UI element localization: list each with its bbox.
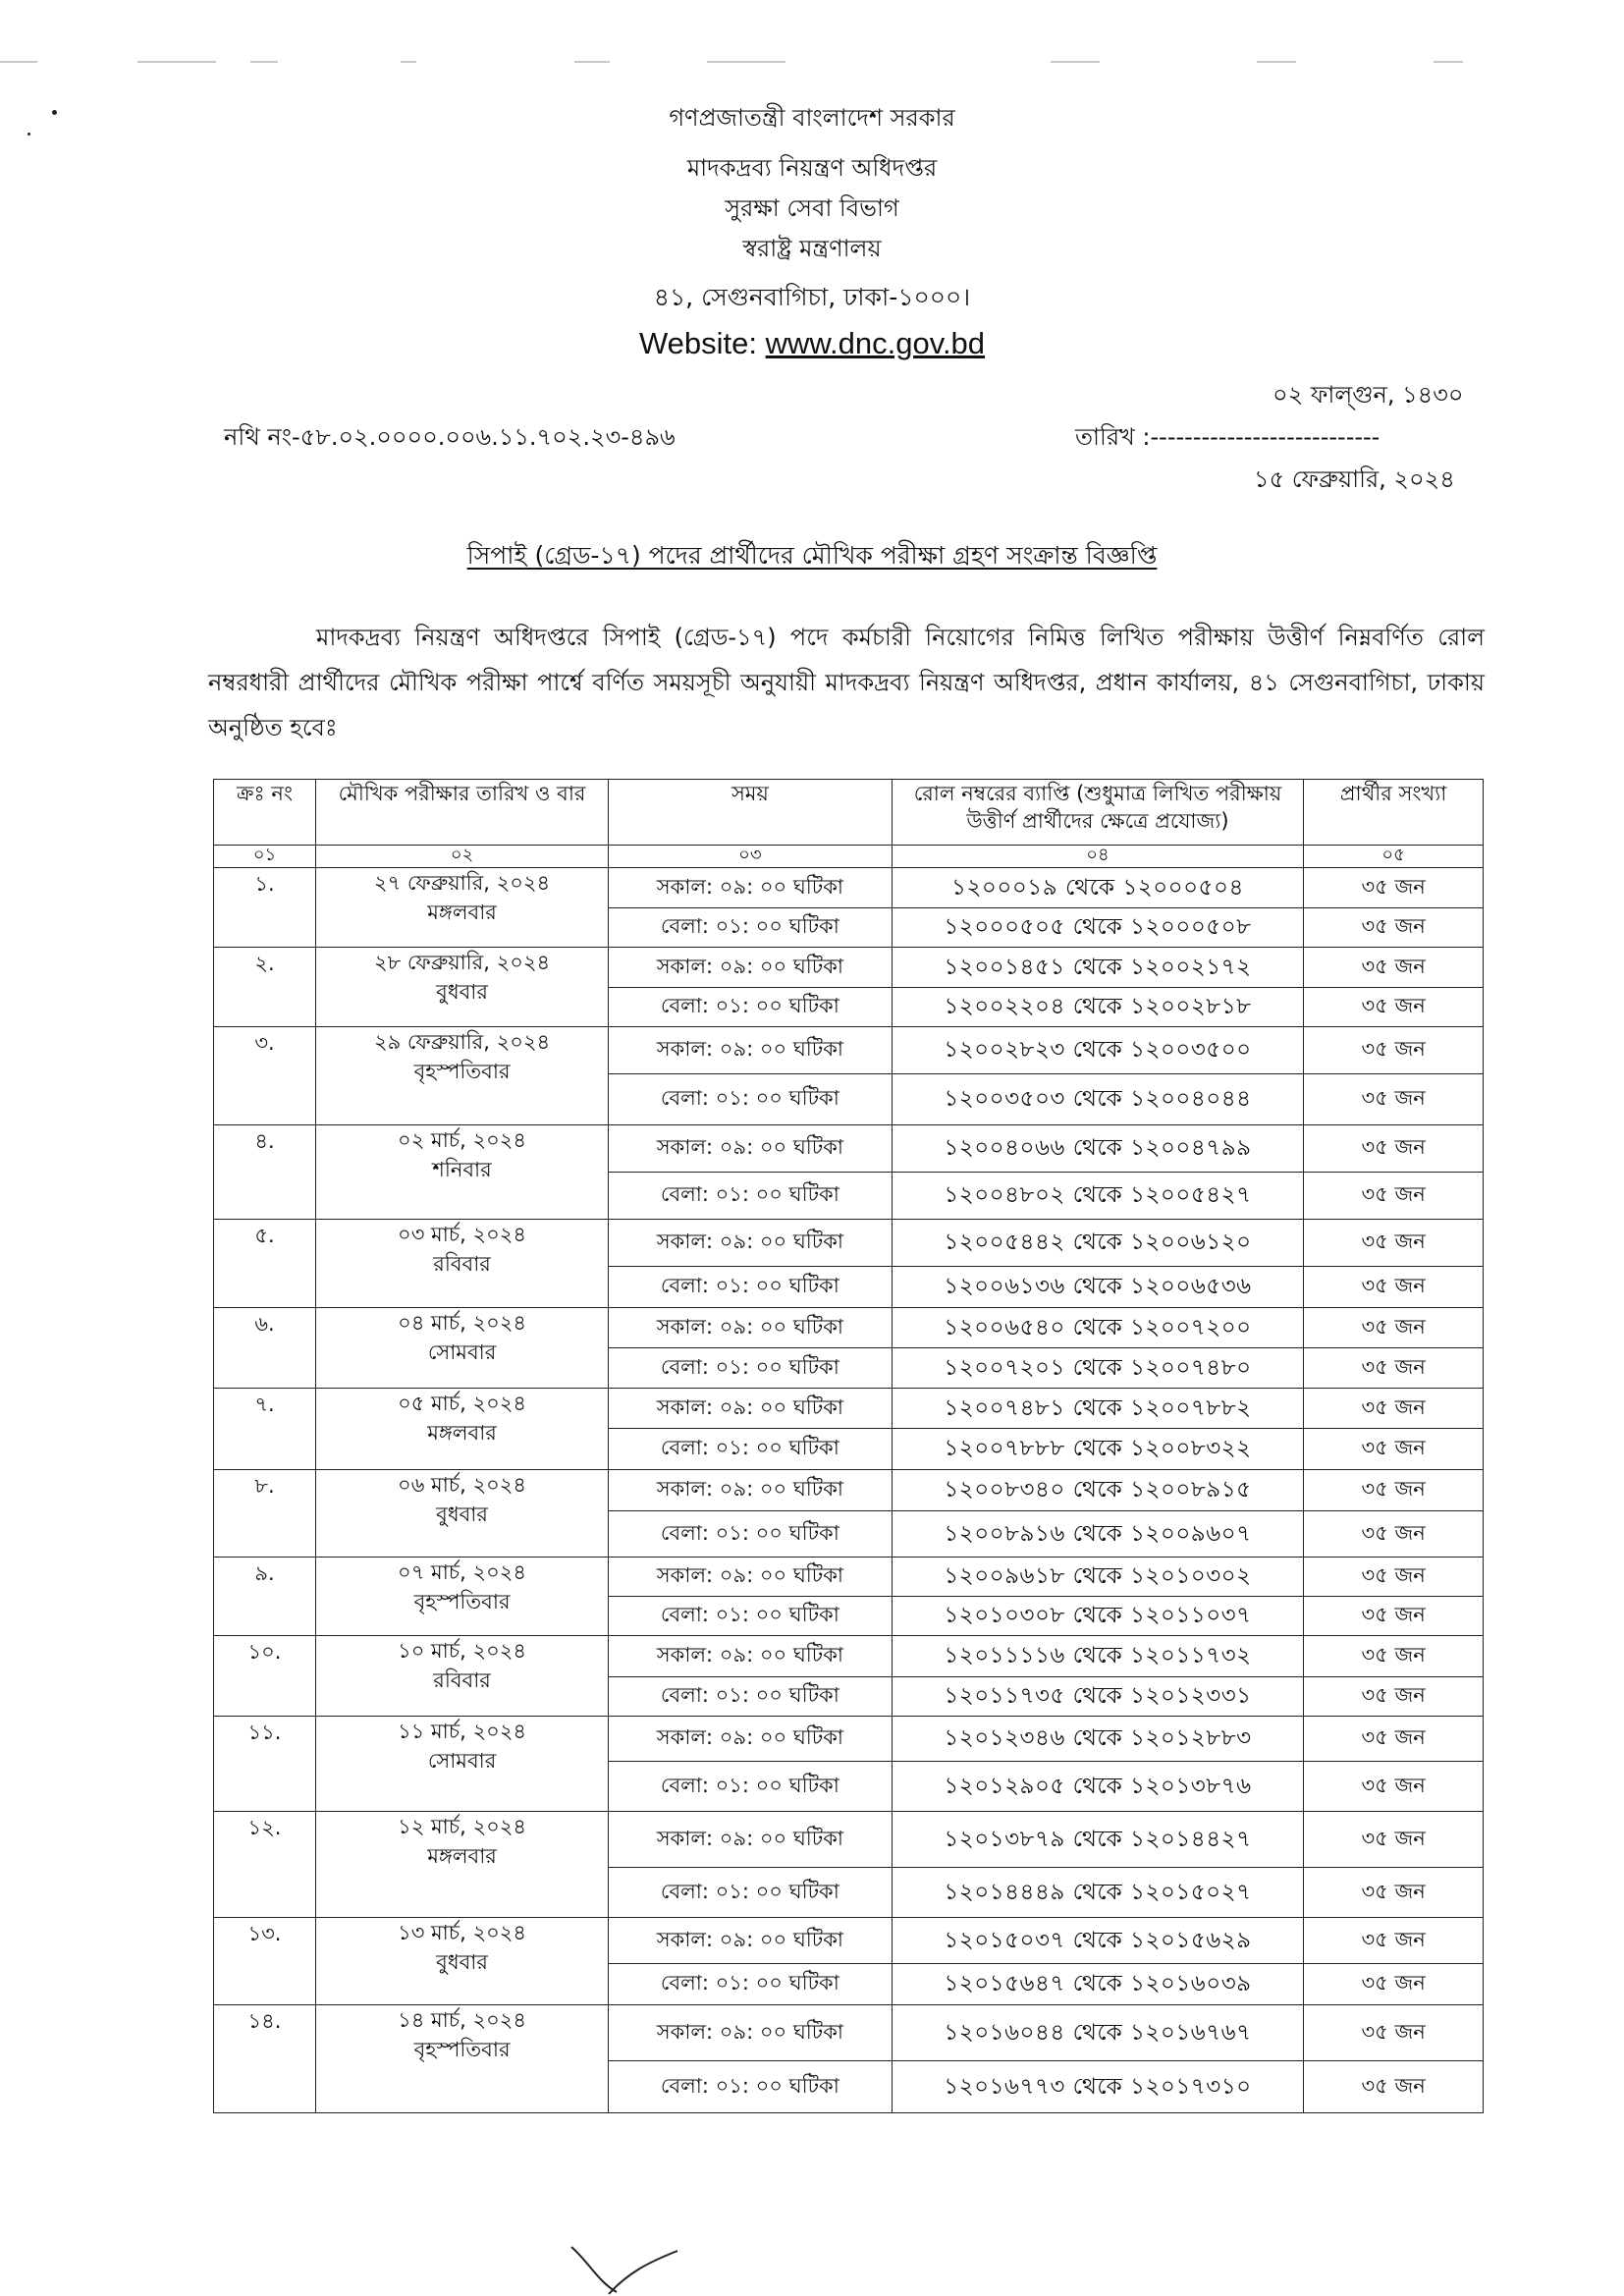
exam-date: ০২ মার্চ, ২০২৪ [398, 1128, 527, 1152]
date-gregorian: ১৫ ফেব্রুয়ারি, ২০২৪ [1254, 465, 1455, 493]
exam-time: সকাল: ০৯: ০০ ঘটিকা [609, 1389, 893, 1429]
notice-title-text: সিপাই (গ্রেড-১৭) পদের প্রার্থীদের মৌখিক পরীক্ষা গ্রহণ সংক্রান্ত বিজ্ঞপ্তি [466, 541, 1158, 570]
exam-day: বৃহস্পতিবার [413, 1060, 511, 1083]
exam-time: সকাল: ০৯: ০০ ঘটিকা [609, 1027, 893, 1074]
candidate-count: ৩৫ জন [1304, 1964, 1484, 2005]
table-row [214, 1558, 1484, 1597]
roll-range: ১২০১৬৭৭৩ থেকে ১২০১৭৩১০ [892, 2061, 1304, 2113]
table-row [214, 1220, 1484, 1267]
table-row [214, 2005, 1484, 2061]
exam-time: বেলা: ০১: ০০ ঘটিকা [609, 1511, 893, 1558]
exam-time: সকাল: ০৯: ০০ ঘটিকা [609, 1558, 893, 1597]
exam-day: বুধবার [436, 980, 488, 1004]
table-row [214, 1308, 1484, 1348]
exam-day: বুধবার [436, 1503, 488, 1526]
exam-date: ১৪ মার্চ, ২০২৪ [398, 2008, 527, 2032]
table-row [214, 1636, 1484, 1677]
scan-artifact [401, 61, 416, 63]
header-count: প্রার্থীর সংখ্যা [1304, 780, 1484, 846]
roll-range: ১২০১১১১৬ থেকে ১২০১১৭৩২ [892, 1636, 1304, 1677]
ministry-name: স্বরাষ্ট্র মন্ত্রণালয় [742, 235, 882, 262]
serial-number: ১০. [214, 1636, 316, 1717]
table-row [214, 1918, 1484, 1964]
exam-date-cell [316, 1220, 609, 1308]
file-number: নথি নং-৫৮.০২.০০০০.০০৬.১১.৭০২.২৩-৪৯৬ [224, 423, 676, 451]
exam-time: সকাল: ০৯: ০০ ঘটিকা [609, 948, 893, 988]
exam-date-cell [316, 1558, 609, 1636]
candidate-count: ৩৫ জন [1304, 1918, 1484, 1964]
roll-range: ১২০০৪৮০২ থেকে ১২০০৫৪২৭ [892, 1173, 1304, 1220]
serial-number: ১. [214, 868, 316, 948]
roll-range: ১২০০১৪৫১ থেকে ১২০০২১৭২ [892, 948, 1304, 988]
column-number: ০৩ [609, 846, 893, 868]
exam-date: ১২ মার্চ, ২০২৪ [398, 1815, 527, 1838]
candidate-count: ৩৫ জন [1304, 1868, 1484, 1918]
government-name: গণপ্রজাতন্ত্রী বাংলাদেশ সরকার [669, 104, 955, 132]
roll-range: ১২০১২৩৪৬ থেকে ১২০১২৮৮৩ [892, 1717, 1304, 1762]
serial-number: ৬. [214, 1308, 316, 1389]
candidate-count: ৩৫ জন [1304, 1267, 1484, 1308]
table-header-row [214, 780, 1484, 846]
serial-number: ৪. [214, 1125, 316, 1220]
exam-date-cell [316, 1470, 609, 1558]
roll-range: ১২০০২২০৪ থেকে ১২০০২৮১৮ [892, 988, 1304, 1027]
serial-number: ২. [214, 948, 316, 1027]
scan-dot [27, 133, 30, 136]
exam-date: ১৩ মার্চ, ২০২৪ [398, 1921, 527, 1944]
serial-number: ৭. [214, 1389, 316, 1470]
exam-day: মঙ্গলবার [427, 1844, 497, 1868]
exam-date-cell [316, 948, 609, 1027]
exam-day: রবিবার [433, 1668, 491, 1692]
serial-number: ৫. [214, 1220, 316, 1308]
exam-date: ০৫ মার্চ, ২০২৪ [398, 1392, 527, 1415]
exam-day: শনিবার [432, 1158, 492, 1181]
roll-range: ১২০০৯৬১৮ থেকে ১২০১০৩০২ [892, 1558, 1304, 1597]
exam-day: বৃহস্পতিবার [413, 2038, 511, 2061]
serial-number: ১২. [214, 1812, 316, 1918]
serial-number: ১৩. [214, 1918, 316, 2005]
candidate-count: ৩৫ জন [1304, 1429, 1484, 1470]
table-row [214, 1470, 1484, 1511]
exam-time: সকাল: ০৯: ০০ ঘটিকা [609, 1470, 893, 1511]
exam-time: সকাল: ০৯: ০০ ঘটিকা [609, 1717, 893, 1762]
candidate-count: ৩৫ জন [1304, 1389, 1484, 1429]
candidate-count: ৩৫ জন [1304, 1348, 1484, 1389]
roll-range: ১২০০৭৮৮৮ থেকে ১২০০৮৩২২ [892, 1429, 1304, 1470]
exam-time: বেলা: ০১: ০০ ঘটিকা [609, 1597, 893, 1636]
exam-date: ১০ মার্চ, ২০২৪ [398, 1639, 527, 1663]
exam-date-cell [316, 1918, 609, 2005]
candidate-count: ৩৫ জন [1304, 1812, 1484, 1868]
exam-time: সকাল: ০৯: ০০ ঘটিকা [609, 1220, 893, 1267]
column-number-row [214, 846, 1484, 868]
exam-date-cell [316, 868, 609, 948]
signature-mark [569, 2243, 687, 2296]
exam-day: মঙ্গলবার [427, 901, 497, 924]
roll-range: ১২০০০৫০৫ থেকে ১২০০০৫০৮ [892, 908, 1304, 948]
exam-time: বেলা: ০১: ০০ ঘটিকা [609, 1677, 893, 1717]
exam-day: বৃহস্পতিবার [413, 1590, 511, 1613]
column-number: ০৪ [892, 846, 1304, 868]
candidate-count: ৩৫ জন [1304, 2061, 1484, 2113]
candidate-count: ৩৫ জন [1304, 1717, 1484, 1762]
roll-range: ১২০০৭৪৮১ থেকে ১২০০৭৮৮২ [892, 1389, 1304, 1429]
column-number: ০১ [214, 846, 316, 868]
roll-range: ১২০১২৯০৫ থেকে ১২০১৩৮৭৬ [892, 1762, 1304, 1812]
exam-time: সকাল: ০৯: ০০ ঘটিকা [609, 1636, 893, 1677]
header-time: সময় [609, 780, 893, 846]
exam-time: বেলা: ০১: ০০ ঘটিকা [609, 908, 893, 948]
exam-date: ০৬ মার্চ, ২০২৪ [398, 1473, 527, 1497]
roll-range: ১২০১৪৪৪৯ থেকে ১২০১৫০২৭ [892, 1868, 1304, 1918]
column-number: ০৫ [1304, 846, 1484, 868]
scan-artifact [707, 61, 785, 63]
serial-number: ৩. [214, 1027, 316, 1125]
intro-text: মাদকদ্রব্য নিয়ন্ত্রণ অধিদপ্তরে সিপাই (গ্রেড-১৭) পদে কর্মচারী নিয়োগের নিমিত্ত লিখিত পরীক্ষায় উত্তীর্ণ নিম্নবর্ণিত রোল নম্বরধারী প্রার্থীদের মৌখিক পরীক্ষা পার্শ্বে বর্ণিত সময়সূচী অনুযায়ী মাদকদ্রব্য নিয়ন্ত্রণ অধিদপ্তর, প্রধান কার্যালয়, ৪১ সেগুনবাগিচা, ঢাকায় অনুষ্ঠিত হবেঃ [208, 624, 1485, 741]
roll-range: ১২০০৬৫৪০ থেকে ১২০০৭২০০ [892, 1308, 1304, 1348]
exam-date: ২৮ ফেব্রুয়ারি, ২০২৪ [373, 951, 551, 974]
exam-date-cell [316, 1389, 609, 1470]
exam-time: বেলা: ০১: ০০ ঘটিকা [609, 2061, 893, 2113]
exam-date-cell [316, 1812, 609, 1918]
exam-day: রবিবার [433, 1252, 491, 1276]
exam-date: ২৭ ফেব্রুয়ারি, ২০২৪ [373, 871, 551, 895]
roll-range: ১২০১১৭৩৫ থেকে ১২০১২৩৩১ [892, 1677, 1304, 1717]
exam-day: সোমবার [427, 1749, 497, 1773]
roll-range: ১২০০৮৩৪০ থেকে ১২০০৮৯১৫ [892, 1470, 1304, 1511]
exam-day: সোমবার [427, 1340, 497, 1364]
exam-time: বেলা: ০১: ০০ ঘটিকা [609, 1348, 893, 1389]
scan-artifact [137, 61, 216, 63]
candidate-count: ৩৫ জন [1304, 868, 1484, 908]
roll-range: ১২০১৫৬৪৭ থেকে ১২০১৬০৩৯ [892, 1964, 1304, 2005]
candidate-count: ৩৫ জন [1304, 988, 1484, 1027]
exam-time: সকাল: ০৯: ০০ ঘটিকা [609, 1812, 893, 1868]
exam-time: বেলা: ০১: ০০ ঘটিকা [609, 1074, 893, 1125]
candidate-count: ৩৫ জন [1304, 1074, 1484, 1125]
roll-range: ১২০০৮৯১৬ থেকে ১২০০৯৬০৭ [892, 1511, 1304, 1558]
department-name: মাদকদ্রব্য নিয়ন্ত্রণ অধিদপ্তর [686, 154, 938, 182]
scan-artifact [1051, 61, 1100, 63]
exam-date-cell [316, 1717, 609, 1812]
column-number: ০২ [316, 846, 609, 868]
exam-time: সকাল: ০৯: ০০ ঘটিকা [609, 1918, 893, 1964]
scan-artifact [574, 61, 610, 63]
exam-time: বেলা: ০১: ০০ ঘটিকা [609, 988, 893, 1027]
serial-number: ৯. [214, 1558, 316, 1636]
candidate-count: ৩৫ জন [1304, 1308, 1484, 1348]
roll-range: ১২০০৬১৩৬ থেকে ১২০০৬৫৩৬ [892, 1267, 1304, 1308]
serial-number: ১৪. [214, 2005, 316, 2113]
website-link[interactable]: www.dnc.gov.bd [765, 326, 986, 360]
serial-number: ১১. [214, 1717, 316, 1812]
roll-range: ১২০১০৩০৮ থেকে ১২০১১০৩৭ [892, 1597, 1304, 1636]
roll-range: ১২০০২৮২৩ থেকে ১২০০৩৫০০ [892, 1027, 1304, 1074]
candidate-count: ৩৫ জন [1304, 1125, 1484, 1173]
website-line [0, 328, 1624, 358]
table-row [214, 1027, 1484, 1074]
candidate-count: ৩৫ জন [1304, 1677, 1484, 1717]
exam-date: ০৭ মার্চ, ২০২৪ [398, 1560, 527, 1584]
table-row [214, 1125, 1484, 1173]
exam-time: বেলা: ০১: ০০ ঘটিকা [609, 1868, 893, 1918]
candidate-count: ৩৫ জন [1304, 1636, 1484, 1677]
scan-artifact [0, 61, 37, 63]
scan-artifact [250, 61, 278, 63]
candidate-count: ৩৫ জন [1304, 1470, 1484, 1511]
scan-artifact [1434, 61, 1463, 63]
header-serial: ক্রঃ নং [214, 780, 316, 846]
exam-date-cell [316, 2005, 609, 2113]
header-date: মৌখিক পরীক্ষার তারিখ ও বার [316, 780, 609, 846]
candidate-count: ৩৫ জন [1304, 1511, 1484, 1558]
division-name: সুরক্ষা সেবা বিভাগ [725, 194, 899, 222]
table-row [214, 1717, 1484, 1762]
candidate-count: ৩৫ জন [1304, 1597, 1484, 1636]
schedule-body [214, 868, 1484, 2113]
candidate-count: ৩৫ জন [1304, 948, 1484, 988]
candidate-count: ৩৫ জন [1304, 2005, 1484, 2061]
candidate-count: ৩৫ জন [1304, 1173, 1484, 1220]
date-label: তারিখ :--------------------------- [1075, 423, 1380, 451]
candidate-count: ৩৫ জন [1304, 1220, 1484, 1267]
exam-date: ১১ মার্চ, ২০২৪ [398, 1720, 527, 1743]
exam-date: ০৪ মার্চ, ২০২৪ [398, 1311, 527, 1335]
exam-day: বুধবার [436, 1950, 488, 1974]
date-bangla: ০২ ফাল্গুন, ১৪৩০ [1272, 381, 1464, 409]
table-row [214, 1389, 1484, 1429]
roll-range: ১২০০৫৪৪২ থেকে ১২০০৬১২০ [892, 1220, 1304, 1267]
roll-range: ১২০০৪০৬৬ থেকে ১২০০৪৭৯৯ [892, 1125, 1304, 1173]
exam-time: বেলা: ০১: ০০ ঘটিকা [609, 1173, 893, 1220]
schedule-table [213, 779, 1484, 2113]
scan-artifact [1257, 61, 1296, 63]
table-row [214, 948, 1484, 988]
roll-range: ১২০১৬০৪৪ থেকে ১২০১৬৭৬৭ [892, 2005, 1304, 2061]
roll-range: ১২০১৫০৩৭ থেকে ১২০১৫৬২৯ [892, 1918, 1304, 1964]
exam-time: সকাল: ০৯: ০০ ঘটিকা [609, 2005, 893, 2061]
intro-paragraph [208, 615, 1485, 750]
roll-range: ১২০০০১৯ থেকে ১২০০০৫০৪ [892, 868, 1304, 908]
table-row [214, 1812, 1484, 1868]
exam-time: সকাল: ০৯: ০০ ঘটিকা [609, 1308, 893, 1348]
roll-range: ১২০০৭২০১ থেকে ১২০০৭৪৮০ [892, 1348, 1304, 1389]
serial-number: ৮. [214, 1470, 316, 1558]
roll-range: ১২০১৩৮৭৯ থেকে ১২০১৪৪২৭ [892, 1812, 1304, 1868]
header-roll-range: রোল নম্বরের ব্যাপ্তি (শুধুমাত্র লিখিত পরীক্ষায় উত্তীর্ণ প্রার্থীদের ক্ষেত্রে প্রযোজ্য) [892, 780, 1304, 846]
exam-date-cell [316, 1308, 609, 1389]
candidate-count: ৩৫ জন [1304, 1558, 1484, 1597]
website-label: Website: [638, 326, 757, 360]
exam-date-cell [316, 1027, 609, 1125]
notice-title [0, 536, 1624, 578]
exam-date-cell [316, 1125, 609, 1220]
exam-time: বেলা: ০১: ০০ ঘটিকা [609, 1964, 893, 2005]
candidate-count: ৩৫ জন [1304, 908, 1484, 948]
exam-time: বেলা: ০১: ০০ ঘটিকা [609, 1429, 893, 1470]
office-address: ৪১, সেগুনবাগিচা, ঢাকা-১০০০। [653, 283, 971, 311]
exam-date-cell [316, 1636, 609, 1717]
table-row [214, 868, 1484, 908]
exam-date: ০৩ মার্চ, ২০২৪ [398, 1223, 527, 1246]
exam-date: ২৯ ফেব্রুয়ারি, ২০২৪ [373, 1030, 551, 1054]
exam-time: সকাল: ০৯: ০০ ঘটিকা [609, 868, 893, 908]
exam-day: মঙ্গলবার [427, 1421, 497, 1445]
candidate-count: ৩৫ জন [1304, 1762, 1484, 1812]
exam-time: বেলা: ০১: ০০ ঘটিকা [609, 1267, 893, 1308]
exam-time: বেলা: ০১: ০০ ঘটিকা [609, 1762, 893, 1812]
roll-range: ১২০০৩৫০৩ থেকে ১২০০৪০৪৪ [892, 1074, 1304, 1125]
candidate-count: ৩৫ জন [1304, 1027, 1484, 1074]
exam-time: সকাল: ০৯: ০০ ঘটিকা [609, 1125, 893, 1173]
